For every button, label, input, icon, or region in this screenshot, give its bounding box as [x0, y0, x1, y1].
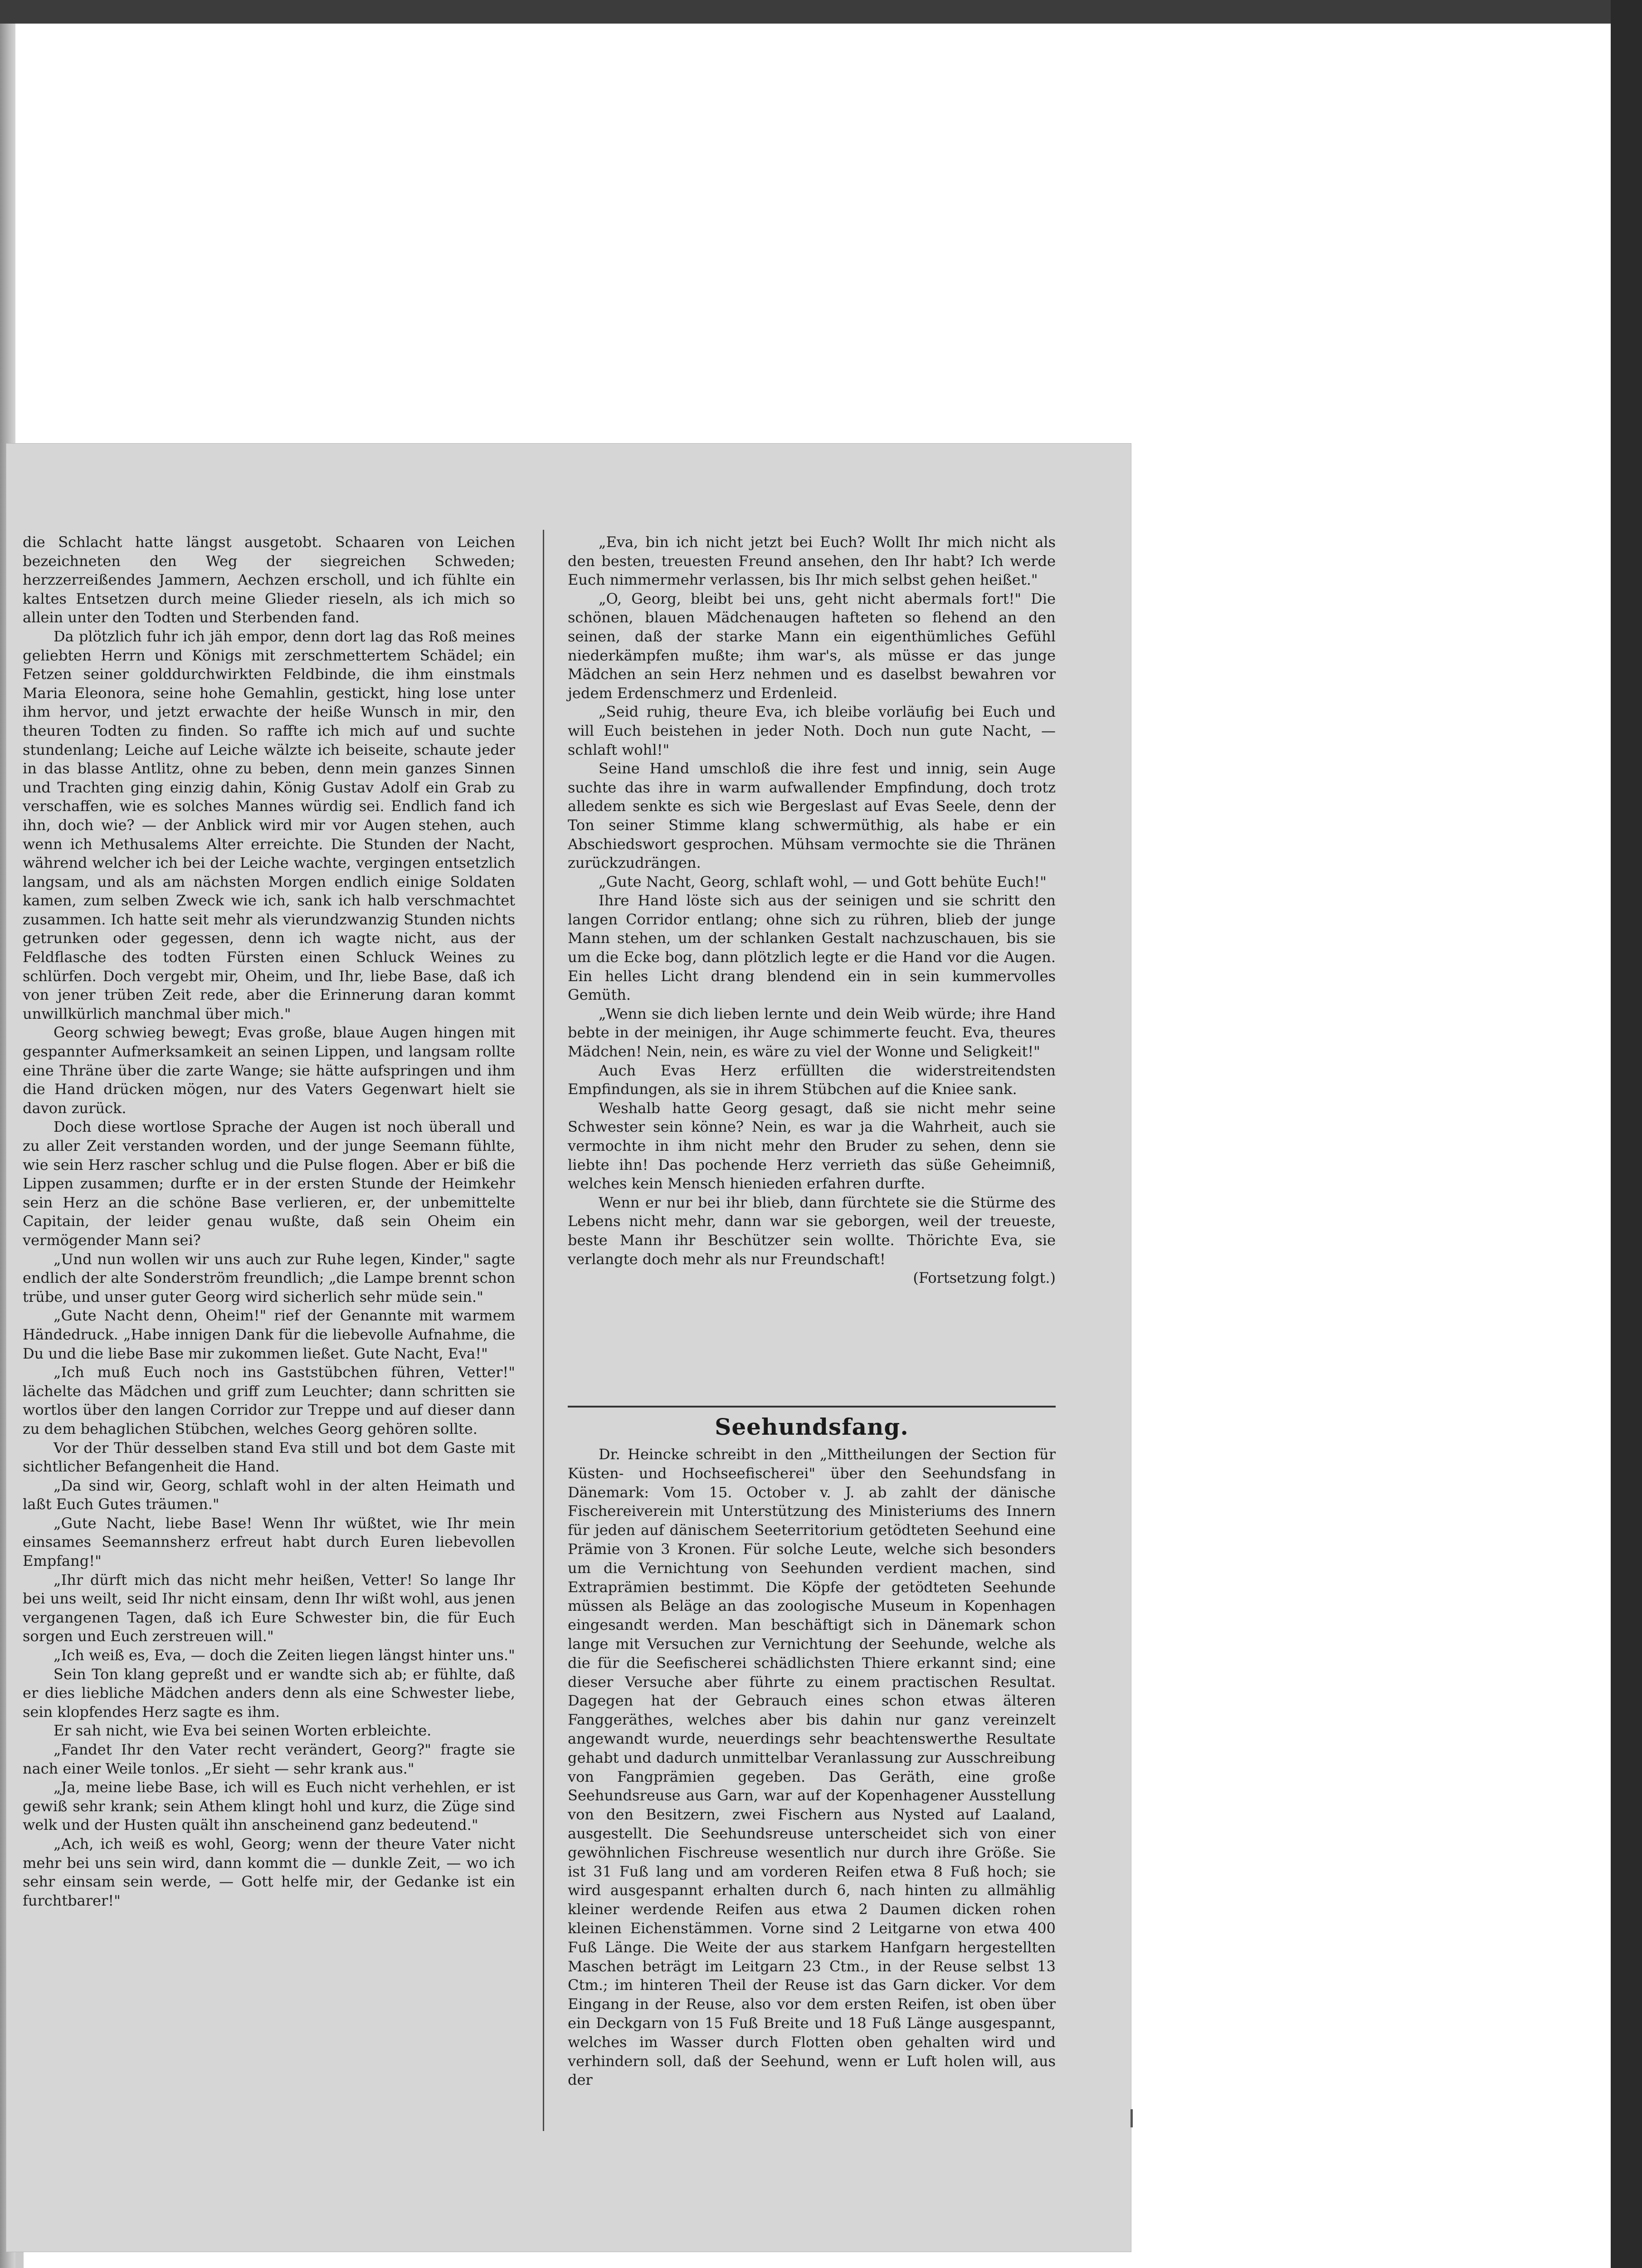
- paragraph: Vor der Thür desselben stand Eva still und bot dem Gaste mit sichtlicher Befangenheit die Hand.: [23, 1439, 515, 1476]
- continuation-note: (Fortsetzung folgt.): [913, 1269, 1056, 1287]
- paragraph: „Ich weiß es, Eva, — doch die Zeiten liegen längst hinter uns.": [54, 1647, 515, 1664]
- paragraph: „Ihr dürft mich das nicht mehr heißen, Vetter! So lange Ihr bei uns weilt, seid Ihr nicht einsam, denn Ihr wißt wohl, aus jenen vergangenen Tagen, daß ich Eure Schwester bin, die für Euch sorgen und Euch zerstreuen will.": [23, 1571, 515, 1645]
- paragraph: „Gute Nacht, Georg, schlaft wohl, — und Gott behüte Euch!": [599, 873, 1047, 890]
- scan-top-border: [0, 0, 1642, 24]
- paragraph: die Schlacht hatte längst ausgetobt. Schaaren von Leichen bezeichneten den Weg der siegreichen Schweden; herzzerreißendes Jammern, Aechzen erscholl, und ich fühlte ein kaltes Entsetzen durch meine Glieder rieseln, als ich mich so allein unter den Todten und Sterbenden fand.: [23, 533, 515, 626]
- paragraph: „Ich muß Euch noch ins Gaststübchen führen, Vetter!" lächelte das Mädchen und griff zum Leuchter; dann schritten sie wortlos über den langen Corridor zur Treppe und auf dieser dann zu dem behaglichen Stübchen, welches Georg gehören sollte.: [23, 1364, 515, 1437]
- paragraph: „Ach, ich weiß es wohl, Georg; wenn der theure Vater nicht mehr bei uns sein wird, dann kommt die — dunkle Zeit, — wo ich sehr einsam sein werde, — Gott helfe mir, der Gedanke ist ein furchtbarer!": [23, 1835, 515, 1909]
- paragraph: Sein Ton klang gepreßt und er wandte sich ab; er fühlte, daß er dies liebliche Mädchen anders denn als eine Schwester liebe, sein klopfendes Herz sagte es ihm.: [23, 1665, 515, 1721]
- paragraph: „Seid ruhig, theure Eva, ich bleibe vorläufig bei Euch und will Euch beistehen in jeder Noth. Doch nun gute Nacht, — schlaft wohl!": [568, 703, 1056, 758]
- paragraph: Georg schwieg bewegt; Evas große, blaue Augen hingen mit gespannter Aufmerksamkeit an seinen Lippen, und langsam rollte eine Thräne über die zarte Wange; sie hätte aufspringen und ihm die Hand drücken mögen, nur des Vaters Gegenwart hielt sie davon zurück.: [23, 1024, 515, 1117]
- paragraph: Wenn er nur bei ihr blieb, dann fürchtete sie die Stürme des Lebens nicht mehr, dann war sie geborgen, weil der treueste, beste Mann ihr Beschützer sein wollte. Thörichte Eva, sie verlangte doch mehr als nur Freundschaft!: [568, 1193, 1056, 1268]
- paragraph: „Wenn sie dich lieben lernte und dein Weib würde; ihre Hand bebte in der meinigen, ihr Auge schimmerte feucht. Eva, theures Mädchen! Nein, nein, es wäre zu viel der Wonne und Seligkeit!": [568, 1005, 1056, 1061]
- paragraph: „Eva, bin ich nicht jetzt bei Euch? Wollt Ihr mich nicht als den besten, treuesten Freund ansehen, den Ihr habt? Ich werde Euch nimmermehr verlassen, bis Ihr mich selbst gehen heißet.": [568, 533, 1056, 589]
- paragraph: Doch diese wortlose Sprache der Augen ist noch überall und zu aller Zeit verstanden worden, und der junge Seemann fühlte, wie sein Herz rascher schlug und die Pulse flogen. Aber er biß die Lippen zusammen; durfte er in der ersten Stunde der Heimkehr sein Herz an die schöne Base verlieren, er, der unbemittelte Capitain, der leider genau wußte, daß sein Oheim ein vermögender Mann sei?: [23, 1118, 515, 1249]
- paragraph: „O, Georg, bleibt bei uns, geht nicht abermals fort!" Die schönen, blauen Mädchenaugen hafteten so flehend an den seinen, daß der starke Mann ein eigenthümliches Gefühl niederkämpfen mußte; ihm war's, als müsse er das junge Mädchen an sein Herz nehmen und es daselbst bewahren vor jedem Erdenschmerz und Erdenleid.: [568, 590, 1056, 702]
- section-divider: [568, 1406, 1056, 1408]
- paragraph: Ihre Hand löste sich aus der seinigen und sie schritt den langen Corridor entlang; ohne sich zu rühren, blieb der junge Mann stehen, um der schlanken Gestalt nachzuschauen, bis sie um die Ecke bog, dann plötzlich legte er die Hand vor die Augen. Ein helles Licht drang blendend ein in sein kummervolles Gemüth.: [568, 892, 1056, 1004]
- section-body: [568, 1445, 1056, 2090]
- scan-mark: [1130, 2109, 1133, 2127]
- right-text-column: [568, 533, 1056, 1288]
- section-title: Seehundsfang.: [715, 1413, 909, 1440]
- paragraph: Seine Hand umschloß die ihre fest und innig, sein Auge suchte das ihre in warm aufwallender Empfindung, doch trotz alledem senkte es sich wie Bergeslast auf Evas Seele, denn der Ton seiner Stimme klang schwermüthig, als habe er ein Abschiedswort gesprochen. Mühsam vermochte sie die Thränen zurückzudrängen.: [568, 760, 1056, 872]
- paragraph: Er sah nicht, wie Eva bei seinen Worten erbleichte.: [54, 1722, 432, 1740]
- scan-right-border: [1611, 0, 1642, 2268]
- paragraph: „Gute Nacht denn, Oheim!" rief der Genannte mit warmem Händedruck. „Habe innigen Dank für die liebevolle Aufnahme, die Du und die liebe Base mir zukommen ließet. Gute Nacht, Eva!": [23, 1307, 515, 1362]
- paragraph: Weshalb hatte Georg gesagt, daß sie nicht mehr seine Schwester sein könne? Nein, es war ja die Wahrheit, auch sie vermochte in ihm nicht mehr den Bruder zu sehen, denn sie liebte ihn! Das pochende Herz verrieth das süße Geheimniß, welches kein Mensch hienieden erfahren durfte.: [568, 1099, 1056, 1193]
- paragraph: „Da sind wir, Georg, schlaft wohl in der alten Heimath und laßt Euch Gutes träumen.": [23, 1476, 515, 1513]
- paragraph: Da plötzlich fuhr ich jäh empor, denn dort lag das Roß meines geliebten Herrn und Königs mit zerschmettertem Schädel; ein Fetzen seiner golddurchwirkten Feldbinde, die ihm einstmals Maria Eleonora, seine hohe Gemahlin, gestickt, hing lose unter ihm hervor, und jetzt erwachte der heiße Wunsch in mir, den theuren Todten zu finden. So raffte ich mich auf und suchte stundenlang; Leiche auf Leiche wälzte ich beiseite, schaute jeder in das blasse Antlitz, ohne zu beben, denn mein ganzes Sinnen und Trachten ging einzig dahin, König Gustav Adolf ein Grab zu verschaffen, wie es solches Mannes würdig sei. Endlich fand ich ihn, doch wie? — der Anblick wird mir vor Augen stehen, auch wenn ich Methusalems Alter erreichte. Die Stunden der Nacht, während welcher ich bei der Leiche wachte, vergingen entsetzlich langsam, und als am nächsten Morgen endlich einige Soldaten kamen, zum selben Zweck wie ich, sank ich halb verschmachtet zusammen. Ich hatte seit mehr als vierundzwanzig Stunden nichts getrunken oder gegessen, denn ich wagte nicht, aus der Feldflasche des todten Fürsten einen Schluck Weines zu schlürfen. Doch vergebt mir, Oheim, und Ihr, liebe Base, daß ich von jener trüben Zeit rede, aber die Erinnerung daran kommt unwillkürlich manchmal über mich.": [23, 627, 515, 1022]
- paragraph: „Ja, meine liebe Base, ich will es Euch nicht verhehlen, er ist gewiß sehr krank; sein Athem klingt hohl und kurz, die Züge sind welk und der Husten quält ihn anscheinend ganz bedeutend.": [23, 1779, 515, 1834]
- paragraph: Auch Evas Herz erfüllten die widerstreitendsten Empfindungen, als sie in ihrem Stübchen auf die Kniee sank.: [568, 1061, 1056, 1098]
- paragraph: „Fandet Ihr den Vater recht verändert, Georg?" fragte sie nach einer Weile tonlos. „Er sieht — sehr krank aus.": [23, 1741, 515, 1777]
- column-divider: [543, 530, 544, 2131]
- paragraph: „Und nun wollen wir uns auch zur Ruhe legen, Kinder," sagte endlich der alte Sonderström freundlich; „die Lampe brennt schon trübe, und unser guter Georg wird sicherlich sehr müde sein.": [23, 1250, 515, 1305]
- paragraph: „Gute Nacht, liebe Base! Wenn Ihr wüßtet, wie Ihr mein einsames Seemannsherz erfreut habt durch Euren liebevollen Empfang!": [23, 1514, 515, 1570]
- left-text-column: [23, 533, 515, 1910]
- paragraph: Dr. Heincke schreibt in den „Mittheilungen der Section für Küsten- und Hochseefischerei" über den Seehundsfang in Dänemark: Vom 15. October v. J. ab zahlt der dänische Fischereiverein mit Unterstützung des Ministeriums des Innern für jeden auf dänischem Seeterritorium getödteten Seehund eine Prämie von 3 Kronen. Für solche Leute, welche sich besonders um die Vernichtung von Seehunden verdient machen, sind Extraprämien bestimmt. Die Köpfe der getödteten Seehunde müssen als Beläge an das zoologische Museum in Kopenhagen eingesandt werden. Man beschäftigt sich in Dänemark schon lange mit Versuchen zur Vernichtung der Seehunde, welche als die für die Seefischerei schädlichsten Thiere erkannt sind; eine dieser Versuche aber führte zu einem practischen Resultat. Dagegen hat der Gebrauch eines schon etwas älteren Fanggeräthes, welches aber bis dahin nur ganz vereinzelt angewandt wurde, neuerdings sehr beachtenswerthe Resultate gehabt und dadurch unmittelbar Veranlassung zur Ausschreibung von Fangprämien gegeben. Das Geräth, eine große Seehundsreuse aus Garn, war auf der Kopenhagener Ausstellung von den Besitzern, zwei Fischern aus Nysted auf Laaland, ausgestellt. Die Seehundsreuse unterscheidet sich von einer gewöhnlichen Fischreuse wesentlich nur durch ihre Größe. Sie ist 31 Fuß lang und am vorderen Reifen etwa 8 Fuß hoch; sie wird ausgespannt erhalten durch 6, nach hinten zu allmählig kleiner werdende Reifen aus etwa 2 Daumen dicken rohen kleinen Eichenstämmen. Vorne sind 2 Leitgarne von etwa 400 Fuß Länge. Die Weite der aus starkem Hanfgarn hergestellten Maschen beträgt im Leitgarn 23 Ctm., in der Reuse selbst 13 Ctm.; im hinteren Theil der Reuse ist das Garn dicker. Vor dem Eingang in der Reuse, also vor dem ersten Reifen, ist oben über ein Deckgarn von 15 Fuß Breite und 18 Fuß Länge ausgespannt, welches im Wasser durch Flotten oben gehalten wird und verhindern soll, daß der Seehund, wenn er Luft holen will, aus der: [568, 1446, 1056, 2089]
